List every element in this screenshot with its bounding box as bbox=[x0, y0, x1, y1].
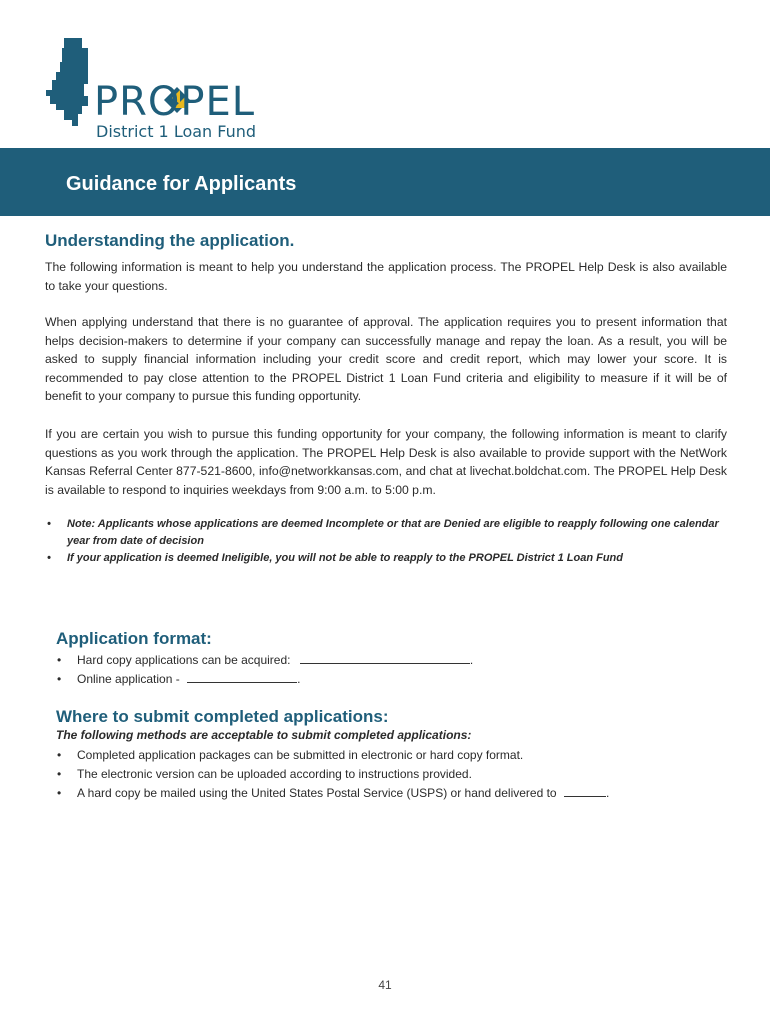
hand-delivered-text: A hard copy be mailed using the United States Postal Service (USPS) or hand delivered to bbox=[77, 786, 557, 800]
approval-paragraph: When applying understand that there is no guarantee of approval. The application requires you to present information that helps decision-makers to determine if your company can successfully manage and repay the loan. As a result, you will be asked to supply financial information including your credit score and credit report, which may lower your score. It is recommended to pay close attention to the PROPEL District 1 Loan Fund criteria and eligibility to measure if it will be of benefit to your company to pursue this funding opportunity. bbox=[45, 315, 727, 403]
intro-paragraph: The following information is meant to help you understand the application process. The PROPEL Help Desk is also available to take your questions. bbox=[45, 260, 727, 293]
hard-copy-blank-field bbox=[300, 651, 470, 664]
submit-heading: Where to submit completed applications: bbox=[56, 707, 389, 726]
logo-title: PROPEL bbox=[94, 79, 256, 125]
hard-copy-text: Hard copy applications can be acquired: bbox=[77, 653, 291, 667]
list-item: • Completed application packages can be submitted in electronic or hard copy format. bbox=[55, 746, 735, 765]
format-list bbox=[55, 651, 715, 689]
notes-list bbox=[45, 516, 733, 567]
submit-list bbox=[55, 746, 735, 803]
format-heading: Application format: bbox=[56, 629, 212, 648]
list-item bbox=[55, 784, 735, 803]
online-blank-field bbox=[187, 670, 297, 683]
logo-subtitle: District 1 Loan Fund bbox=[96, 122, 257, 141]
note-incomplete-denied: • Note: Applicants whose applications are deemed Incomplete or that are Denied are eligible to reapply following one calendar year from date of decision bbox=[45, 516, 733, 550]
submit-subheading: The following methods are acceptable to submit completed applications: bbox=[56, 728, 472, 742]
list-item-end: . bbox=[605, 786, 610, 800]
list-item bbox=[55, 670, 715, 689]
page-title: Guidance for Applicants bbox=[66, 173, 297, 195]
understanding-heading: Understanding the application. bbox=[45, 231, 295, 250]
page-number: 41 bbox=[378, 978, 392, 992]
list-item bbox=[55, 651, 715, 670]
delivery-blank-field bbox=[564, 784, 606, 797]
list-item-end: . bbox=[297, 672, 301, 686]
note-ineligible: • If your application is deemed Ineligible, you will not be able to reapply to the PROPEL District 1 Loan Fund bbox=[45, 550, 733, 567]
list-item: • The electronic version can be uploaded according to instructions provided. bbox=[55, 765, 735, 784]
title-banner bbox=[0, 148, 770, 216]
list-item-end: . bbox=[469, 653, 474, 667]
support-paragraph: If you are certain you wish to pursue this funding opportunity for your company, the following information is meant to clarify questions as you work through the application. The PROPEL Help Desk is also available to provide support with the NetWork Kansas Referral Center 877-521-8600, info@networkkansas.com, and chat at livechat.boldchat.com. The PROPEL Help Desk is available to respond to inquiries weekdays from 9:00 a.m. to 5:00 p.m. bbox=[45, 427, 727, 497]
propel-logo bbox=[42, 34, 292, 146]
online-text: Online application - bbox=[77, 672, 180, 686]
